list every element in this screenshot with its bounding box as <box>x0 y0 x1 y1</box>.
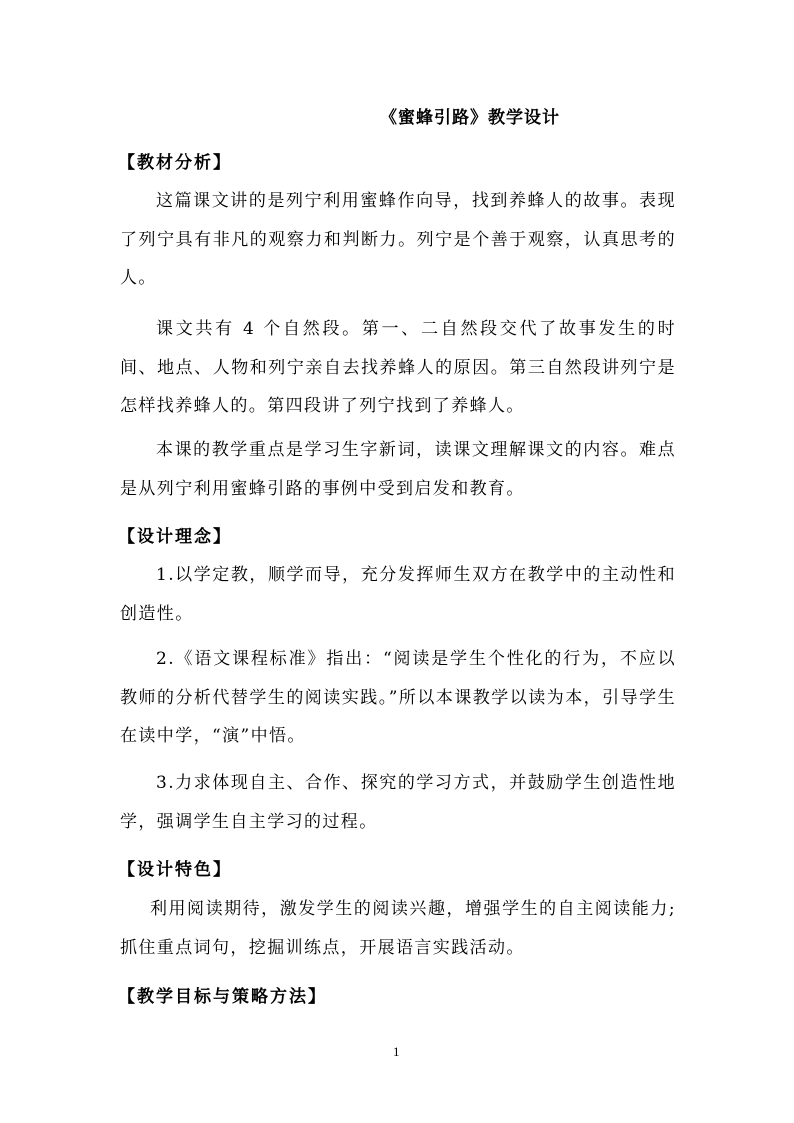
page-number: 1 <box>393 1044 400 1059</box>
paragraph: 这篇课文讲的是列宁利用蜜蜂作向导，找到养蜂人的故事。表现了列宁具有非凡的观察力和判断力。列宁是个善于观察，认真思考的人。 <box>120 191 676 288</box>
document-title: 《蜜蜂引路》教学设计 <box>380 108 560 128</box>
paragraph: 利用阅读期待，激发学生的阅读兴趣，增强学生的自主阅读能力;抓住重点词句，挖掘训练点，开展语言实践活动。 <box>120 899 676 958</box>
section-heading-design-concept: 【设计理念】 <box>118 527 232 547</box>
paragraph: 3.力求体现自主、合作、探究的学习方式，并鼓励学生创造性地学，强调学生自主学习的过程。 <box>120 773 676 832</box>
paragraph: 1.以学定教，顺学而导，充分发挥师生双方在教学中的主动性和创造性。 <box>120 565 676 624</box>
section-heading-design-features: 【设计特色】 <box>118 860 232 880</box>
paragraph: 2.《语文课程标准》指出：“阅读是学生个性化的行为，不应以教师的分析代替学生的阅读实践。”所以本课教学以读为本，引导学生在读中学，“演”中悟。 <box>120 649 676 746</box>
section-heading-teaching-goals: 【教学目标与策略方法】 <box>118 987 327 1007</box>
section-heading-textbook-analysis: 【教材分析】 <box>118 153 232 173</box>
paragraph: 本课的教学重点是学习生字新词，读课文理解课文的内容。难点是从列宁利用蜜蜂引路的事例中受到启发和教育。 <box>120 440 676 499</box>
paragraph: 课文共有 4 个自然段。第一、二自然段交代了故事发生的时间、地点、人物和列宁亲自去找养蜂人的原因。第三自然段讲列宁是怎样找养蜂人的。第四段讲了列宁找到了养蜂人。 <box>120 319 676 416</box>
